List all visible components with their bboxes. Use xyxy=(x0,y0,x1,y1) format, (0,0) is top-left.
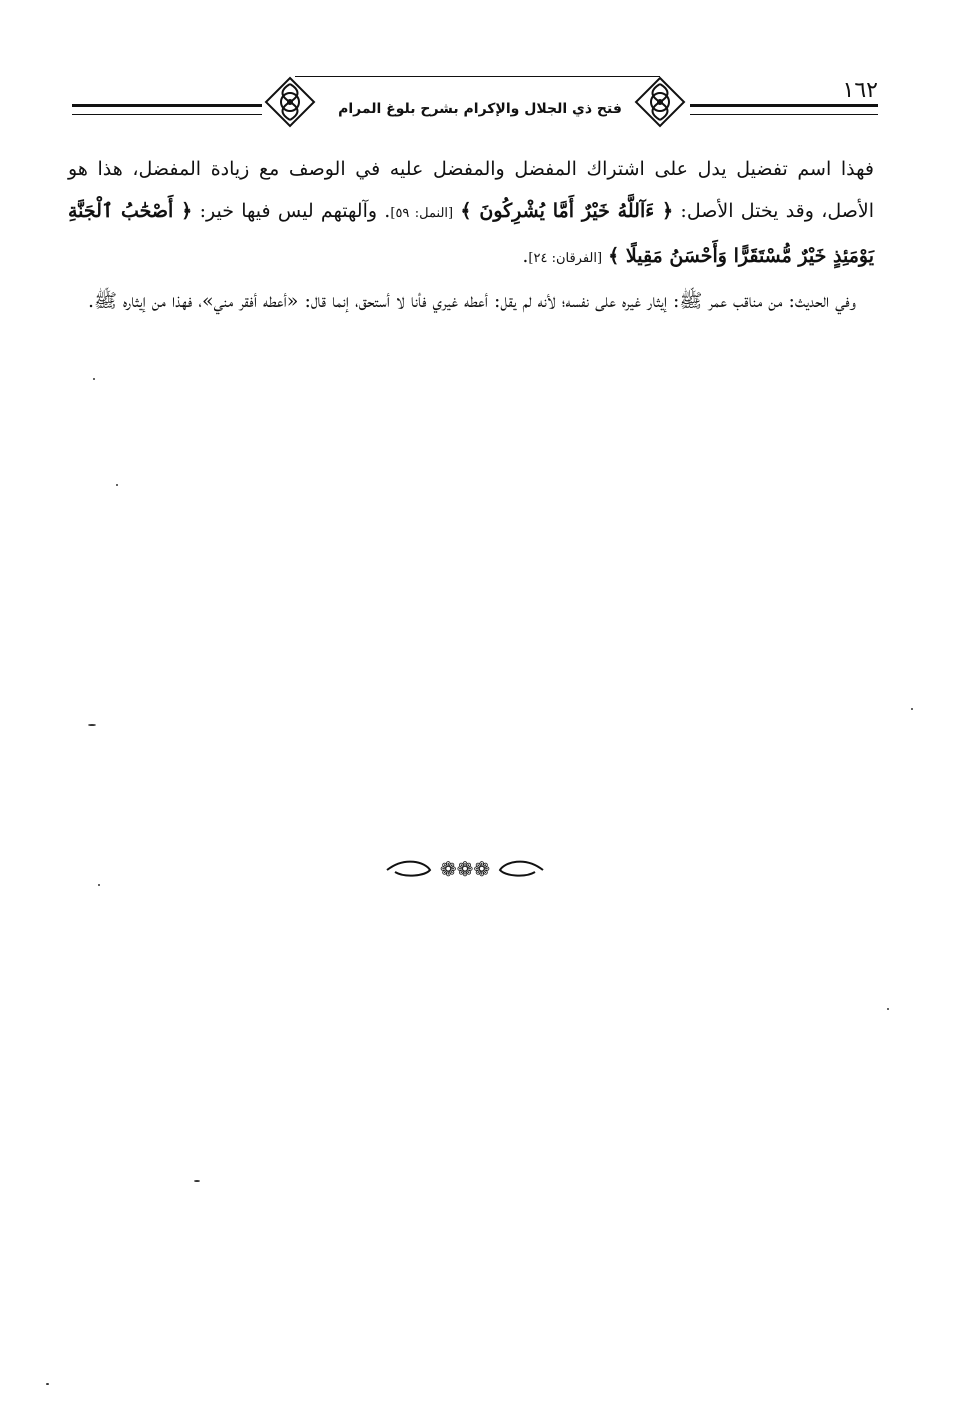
p1-end-punct: . xyxy=(522,245,529,267)
page-header xyxy=(70,70,878,140)
separator-flowers: ❁❁❁ xyxy=(439,857,491,881)
header-rule-right xyxy=(690,104,878,107)
p1-line1: فهذا اسم تفضيل يدل على اشتراك المفضل والمفضل عليه في الوصف مع زيادة المفضل، xyxy=(132,158,874,180)
verse-reference-1: [النمل: ٥٩] xyxy=(390,206,454,221)
header-rule-left xyxy=(72,104,262,107)
header-rule-right-thin xyxy=(690,114,878,115)
p1-line2-start: هذا هو الأصل، وقد يختل الأصل: xyxy=(68,158,874,222)
page-number: ١٦٢ xyxy=(842,78,878,103)
speck xyxy=(46,1383,49,1385)
section-separator-icon xyxy=(385,848,545,888)
header-rule-top xyxy=(295,76,660,77)
ornament-left-icon xyxy=(260,72,320,132)
speck xyxy=(911,708,913,710)
ornament-right-icon xyxy=(630,72,690,132)
header-rule-left-thin xyxy=(72,114,262,115)
speck xyxy=(887,1008,889,1010)
paragraph-2: وفي الحديث: من مناقب عمر ﷺ: إيثار غيره على نفسه؛ لأنه لم يقل: أعطه غيري فأنا لا أستحق، إنما قال: «أعطه أفقر مني»، فهذا من إيثاره ﷺ. xyxy=(88,290,856,312)
quran-verse-1: ﴿ ءَآللَّهُ خَيْرٌ أَمَّا يُشْرِكُونَ ﴾ xyxy=(460,200,674,222)
quran-verse-2: ﴿ أَصْحَٰبُ ٱلْجَنَّةِ يَوْمَئِذٍ خَيْرٌ مُّسْتَقَرًّا وَأَحْسَنُ مَقِيلًا ﴾ xyxy=(68,200,874,267)
main-text xyxy=(68,148,874,322)
p1-line2-end: . وآلهتهم ليس فيها خير: xyxy=(192,200,391,222)
speck xyxy=(194,1180,200,1182)
speck xyxy=(116,484,118,486)
speck xyxy=(88,724,96,726)
speck xyxy=(93,378,95,380)
verse-reference-2: [الفرقان: ٢٤] xyxy=(528,251,603,266)
speck xyxy=(98,884,100,886)
paragraph-1 xyxy=(68,148,874,280)
running-title: فتح ذي الجلال والإكرام بشرح بلوغ المرام xyxy=(338,101,622,117)
